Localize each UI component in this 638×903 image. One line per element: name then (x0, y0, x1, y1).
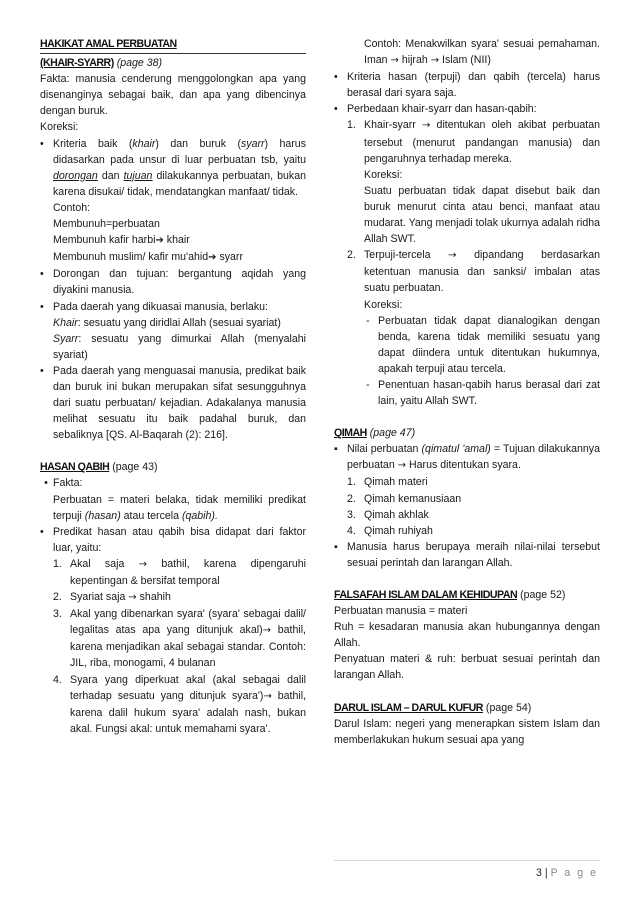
numbered-item: 4. Qimah ruhiyah (347, 524, 433, 537)
numbered-item: 2. Qimah kemanusiaan (347, 492, 462, 505)
section-heading: HASAN QABIH (page 43) (40, 461, 158, 474)
section-heading: DARUL ISLAM – DARUL KUFUR (page 54) (334, 701, 532, 714)
list-item: • Kriteria baik (khair) dan buruk (syarr) harus didasarkan pada unsur di luar perbuatan tsb, yaitu dorongan dan tujuan dilakukannya perbuatan, bukan karena disukai/ tidak, mendatangkan manfaat/ tidak. (40, 137, 306, 198)
right-arrow-icon: → (397, 460, 407, 472)
contoh-label: Contoh: (53, 201, 91, 214)
disc-bullet-icon: • (40, 525, 44, 538)
example-line: Contoh: Menakwilkan syara' sesuai pemahaman. Iman → hijrah → Islam (NII) (364, 38, 600, 67)
list-item: • Predikat hasan atau qabih bisa didapat dari faktor luar, yaitu: (40, 525, 306, 554)
dash-item: - Perbuatan tidak dapat dianalogikan dengan benda, karena tidak memiliki sesuatu yang dapat diindera untuk ditentukan hukumnya, apakah terpuji atau tercela. (366, 314, 600, 375)
koreksi-label: Koreksi: (364, 298, 403, 311)
list-item: • Pada daerah yang menguasai manusia, predikat baik dan buruk ini bukan merupakan sifat sesungguhnya dari suatu perbuatan/ kejadian. Adakalanya manusia melihat sesuatu itu baik padahal buruk, dan sebaliknya [QS. Al-Baqarah (2): 216]. (40, 364, 306, 442)
left-column (40, 36, 306, 737)
numbered-item: 3. Akal yang dibenarkan syara' (syara' sebagai dalil/ legalitas atas apa yang ditunjuk akal)→ bathil, karena menjadikan akal sebagai standar. Contoh: JIL, riba, monogami, 4 bulanan (53, 608, 307, 670)
example-line: Membunuh muslim/ kafir mu'ahid➔ syarr (53, 251, 243, 264)
numbered-item: 3. Qimah akhlak (347, 508, 429, 521)
paragraph: Penyatuan materi & ruh: berbuat sesuai perintah dan larangan Allah. (334, 653, 600, 682)
list-item: ▪ Manusia harus berupaya meraih nilai-nilai tersebut sesuai perintah dan larangan Allah. (334, 540, 600, 569)
koreksi-text: Suatu perbuatan tidak dapat disebut baik dan buruk menurut cinta atau benci, manfaat atau mudarat. Yang menjadi tolak ukurnya adalah ridha Allah SWT. (364, 184, 600, 246)
numbered-item: 2. Terpuji-tercela → dipandang berdasarkan ketentuan manusia dan sanksi/ imbalan atas suatu perbuatan. (347, 249, 601, 295)
list-item: • Kriteria hasan (terpuji) dan qabih (tercela) harus berasal dari syara saja. (334, 71, 600, 100)
paragraph: Perbuatan manusia = materi (334, 605, 468, 618)
right-column (334, 36, 600, 748)
koreksi-label: Koreksi: (364, 168, 403, 181)
definition-line: Khair: sesuatu yang diridlai Allah (sesuai syariat) (53, 316, 281, 329)
section-heading: QIMAH (page 47) (334, 427, 416, 440)
right-arrow-icon: → (390, 55, 399, 67)
fakta-text: Perbuatan = materi belaka, tidak memiliki predikat terpuji (hasan) atau tercela (qabih). (53, 493, 306, 522)
numbered-item: 4. Syara yang diperkuat akal (akal sebagai dalil terhadap sesuatu yang ditunjuk syara')→ bathil, karena dalil hukum syara' adalah nash, bukan akal. Fungsi akal: untuk memahami syara'. (53, 673, 307, 735)
disc-bullet-icon: • (40, 364, 44, 377)
right-arrow-icon: → (448, 250, 457, 262)
right-arrow-icon: → (138, 558, 148, 570)
disc-bullet-icon: • (334, 71, 338, 84)
page-footer (536, 867, 598, 879)
page-number: 3 (536, 867, 542, 879)
right-arrow-icon: → (421, 120, 431, 132)
right-arrow-icon: ➔ (155, 235, 164, 247)
right-arrow-icon: → (128, 592, 137, 604)
right-arrow-icon: → (262, 625, 272, 637)
disc-bullet-icon: • (40, 137, 44, 150)
right-arrow-icon: ➔ (208, 252, 217, 264)
right-arrow-icon: → (263, 690, 272, 702)
paragraph: Darul Islam: negeri yang menerapkan sistem Islam dan memberlakukan hukum sesuai apa yang (334, 717, 600, 746)
footer-divider (334, 860, 600, 861)
fakta-text: Fakta: manusia cenderung menggolongkan apa yang disenanginya sebagai baik, dan apa yang dibencinya dengan buruk. (40, 73, 306, 118)
disc-bullet-icon: • (40, 268, 44, 281)
subheading: (KHAIR-SYARR) (page 38) (40, 57, 163, 70)
paragraph: Ruh = kesadaran manusia akan hubungannya dengan Allah. (334, 621, 600, 650)
dash-item: - Penentuan hasan-qabih harus berasal dari zat lain, yaitu Allah SWT. (366, 378, 600, 408)
page-label: P a g e (550, 867, 598, 879)
example-line: Membunuh=perbuatan (53, 218, 160, 231)
example-line: Membunuh kafir harbi➔ khair (53, 234, 190, 247)
koreksi-label: Koreksi: (40, 121, 79, 134)
list-item: ▪ Nilai perbuatan (qimatul 'amal) = Tujuan dilakukannya perbuatan → Harus ditentukan syara. (334, 443, 600, 472)
definition-line: Syarr: sesuatu yang dimurkai Allah (menyalahi syariat) (53, 332, 306, 361)
list-item: • Pada daerah yang dikuasai manusia, berlaku: (40, 299, 306, 315)
list-item: • Fakta: (40, 475, 306, 491)
numbered-item: 1. Qimah materi (347, 476, 428, 489)
numbered-item: 1. Akal saja → bathil, karena dipengaruhi kepentingan & bersifat temporal (53, 557, 306, 587)
square-bullet-icon: ▪ (334, 540, 338, 553)
disc-bullet-icon: • (44, 477, 48, 490)
square-bullet-icon: ▪ (334, 443, 338, 456)
section-heading: FALSAFAH ISLAM DALAM KEHIDUPAN (page 52) (334, 589, 566, 601)
right-arrow-icon: → (430, 55, 440, 67)
numbered-item: 2. Syariat saja → shahih (53, 591, 171, 604)
disc-bullet-icon: • (40, 300, 44, 313)
list-item: • Perbedaan khair-syarr dan hasan-qabih: (334, 101, 600, 117)
disc-bullet-icon: • (334, 103, 338, 116)
numbered-item: 1. Khair-syarr → ditentukan oleh akibat perbuatan tersebut (menurut pandangan manusia) dan pengaruhnya terhadap mereka. (347, 119, 600, 165)
footer-separator: | (544, 867, 548, 879)
list-item: • Dorongan dan tujuan: bergantung aqidah yang diyakini manusia. (40, 268, 306, 297)
section-heading: HAKIKAT AMAL PERBUATAN (40, 36, 306, 54)
